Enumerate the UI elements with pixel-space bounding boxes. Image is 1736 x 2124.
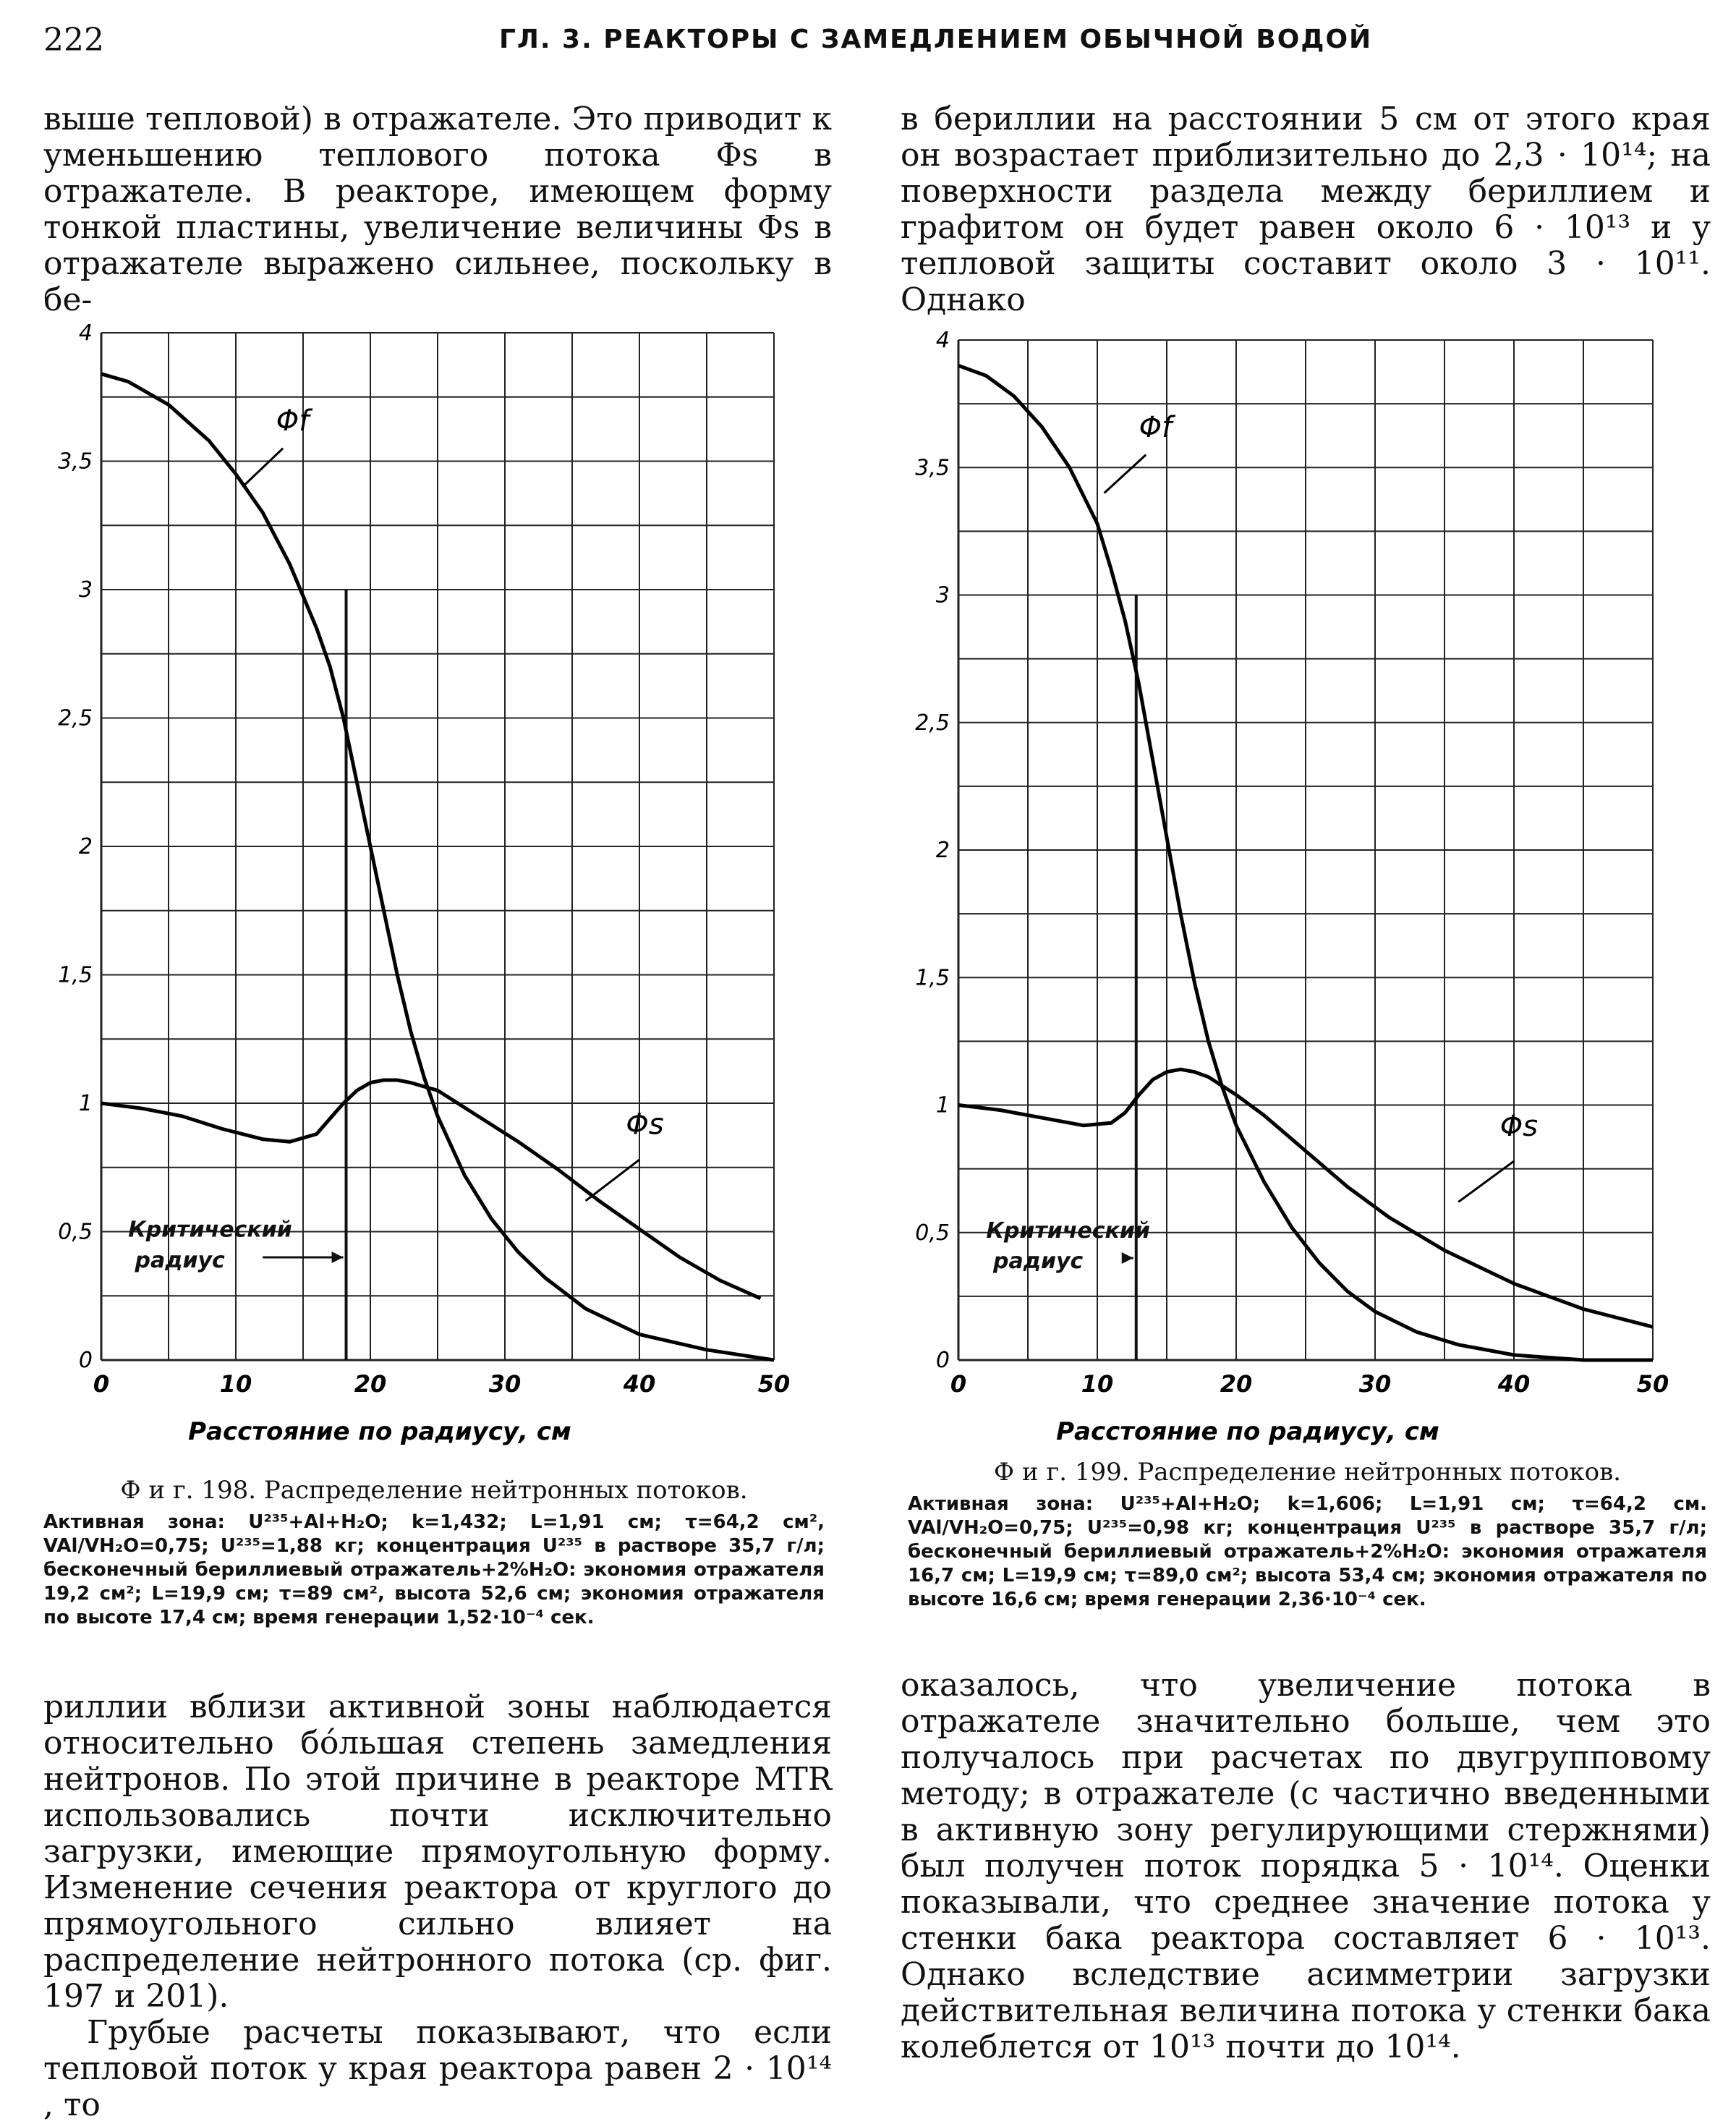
figure-198-caption-body: Активная зона: U²³⁵+Al+H₂O; k=1,432; L=1,91 см; τ=64,2 см², VAl/VH₂O=0,75; U²³⁵=1,88 кг; концентрация U²³⁵ в растворе 35,7 г/л; бесконечный бериллиевый отражатель+2%H₂O: экономия отражателя 19,2 см²; L=19,9 см; τ=89 см², высота 52,6 см; экономия отражателя по высоте 17,4 см; время генерации 1,52·10⁻⁴ сек. [43, 1511, 825, 1628]
chart-198 [43, 318, 810, 1447]
critical-radius-label: радиус [135, 1248, 225, 1274]
x-tick-label: 40 [1497, 1370, 1531, 1398]
x-axis-label: Расстояние по радиусу, см [188, 1417, 571, 1446]
y-tick-label: 1,5 [915, 965, 950, 991]
y-tick-label: 3 [935, 582, 950, 608]
y-tick-label: 0 [935, 1348, 950, 1373]
y-tick-label: 2 [78, 834, 93, 859]
figure-198-caption-title: Ф и г. 198. Распределение нейтронных потоков. [120, 1476, 748, 1505]
critical-radius-arrowhead [1122, 1252, 1133, 1264]
critical-radius-label: Критический [986, 1218, 1150, 1244]
series-label-phi-f-leader [242, 449, 283, 487]
y-tick-label: 4 [78, 320, 93, 346]
series-label-phi-f-leader [1105, 455, 1146, 493]
left-column-bottom [43, 1689, 832, 2123]
x-tick-label: 30 [1358, 1370, 1392, 1398]
critical-radius-arrowhead [332, 1252, 344, 1263]
y-tick-label: 2,5 [915, 710, 950, 736]
series-label-phi-s: Φs [1499, 1109, 1539, 1143]
chart-199 [901, 318, 1696, 1447]
x-tick-label: 10 [1081, 1370, 1114, 1398]
right-column-top [901, 101, 1711, 318]
figure-199-caption-title: Ф и г. 199. Распределение нейтронных потоков. [993, 1458, 1622, 1487]
series-label-phi-s: Φs [626, 1108, 664, 1142]
figure-199 [901, 318, 1696, 1447]
paragraph-right-top: в бериллии на расстоянии 5 см от этого края он возрастает приблизительно до 2,3 · 10¹⁴; на поверхности раздела между бериллием и графитом он будет равен около 6 · 10¹³ и у тепловой защиты составит около 3 · 10¹¹. Однако [901, 101, 1711, 318]
left-column-top [43, 101, 832, 318]
critical-radius-label: Критический [128, 1217, 292, 1243]
y-tick-label: 2 [935, 838, 950, 863]
paragraph-right-bottom: оказалось, что увеличение потока в отражателе значительно больше, чем это получалось при расчетах по двугрупповому методу; в отражателе (с частично введенными в активную зону регулирующими стержнями) был получен поток порядка 5 · 10¹⁴. Оценки показывали, что среднее значение потока у стенки бака реактора составляет 6 · 10¹³. Однако вследствие асимметрии загрузки действительная величина потока у стенки бака колеблется от 10¹³ почти до 10¹⁴. [901, 1667, 1711, 2065]
y-tick-label: 0,5 [915, 1220, 950, 1246]
y-tick-label: 3,5 [58, 449, 93, 475]
page-number: 222 [43, 22, 104, 59]
y-tick-label: 1 [78, 1091, 93, 1116]
y-tick-label: 0 [78, 1348, 93, 1373]
figure-198-caption [43, 1476, 825, 1630]
x-tick-label: 30 [488, 1370, 522, 1398]
y-tick-label: 3,5 [915, 455, 950, 481]
right-column-bottom [901, 1668, 1711, 2065]
y-tick-label: 1,5 [58, 962, 93, 988]
y-tick-label: 4 [935, 328, 950, 353]
x-axis-label: Расстояние по радиусу, см [1056, 1417, 1439, 1446]
y-tick-label: 3 [78, 577, 93, 603]
series-label-phi-s-leader [1458, 1161, 1514, 1202]
critical-radius-label: радиус [993, 1249, 1084, 1275]
paragraph-left-bottom-2: Грубые расчеты показывают, что если тепловой поток у края реактора равен 2 · 10¹⁴ , то [43, 2014, 832, 2123]
figure-199-caption-body: Активная зона: U²³⁵+Al+H₂O; k=1,606; L=1,91 см; τ=64,2 см. VAl/VH₂O=0,75; U²³⁵=0,98 кг; концентрация U²³⁵ в растворе 35,7 г/л; бесконечный бериллиевый отражатель+2%H₂O: экономия отражателя 16,7 см; L=19,9 см; τ=89,0 см²; высота 53,4 см; экономия отражателя по высоте 16,6 см; время генерации 2,36·10⁻⁴ сек. [908, 1493, 1707, 1610]
x-tick-label: 0 [950, 1370, 967, 1398]
figure-199-caption [908, 1458, 1707, 1612]
series-label-phi-f: Φf [276, 404, 310, 438]
y-tick-label: 0,5 [58, 1219, 93, 1245]
running-title: ГЛ. 3. РЕАКТОРЫ С ЗАМЕДЛЕНИЕМ ОБЫЧНОЙ ВОДОЙ [499, 25, 1373, 54]
series-label-phi-f: Φf [1139, 410, 1173, 444]
x-tick-label: 50 [757, 1370, 791, 1398]
y-tick-label: 2,5 [58, 705, 93, 731]
paragraph-left-top: выше тепловой) в отражателе. Это приводит к уменьшению теплового потока Φs в отражателе. В реакторе, имеющем форму тонкой пластины, увеличение величины Φs в отражателе выражено сильнее, поскольку в бе- [43, 101, 832, 318]
x-tick-label: 50 [1636, 1370, 1669, 1398]
figure-198 [43, 318, 810, 1447]
x-tick-label: 0 [93, 1370, 110, 1398]
series-label-phi-s-leader [586, 1160, 639, 1201]
x-tick-label: 40 [623, 1370, 656, 1398]
page-header [22, 22, 1707, 65]
x-tick-label: 20 [354, 1370, 387, 1398]
paragraph-left-bottom-1: риллии вблизи активной зоны наблюдается относительно бóльшая степень замедления нейтронов. По этой причине в реакторе MTR использовались почти исключительно загрузки, имеющие прямоугольную форму. Изменение сечения реактора от круглого до прямоугольного сильно влияет на распределение нейтронного потока (ср. фиг. 197 и 201). [43, 1688, 832, 2015]
x-tick-label: 20 [1220, 1370, 1253, 1398]
y-tick-label: 1 [935, 1092, 950, 1118]
x-tick-label: 10 [219, 1370, 252, 1398]
